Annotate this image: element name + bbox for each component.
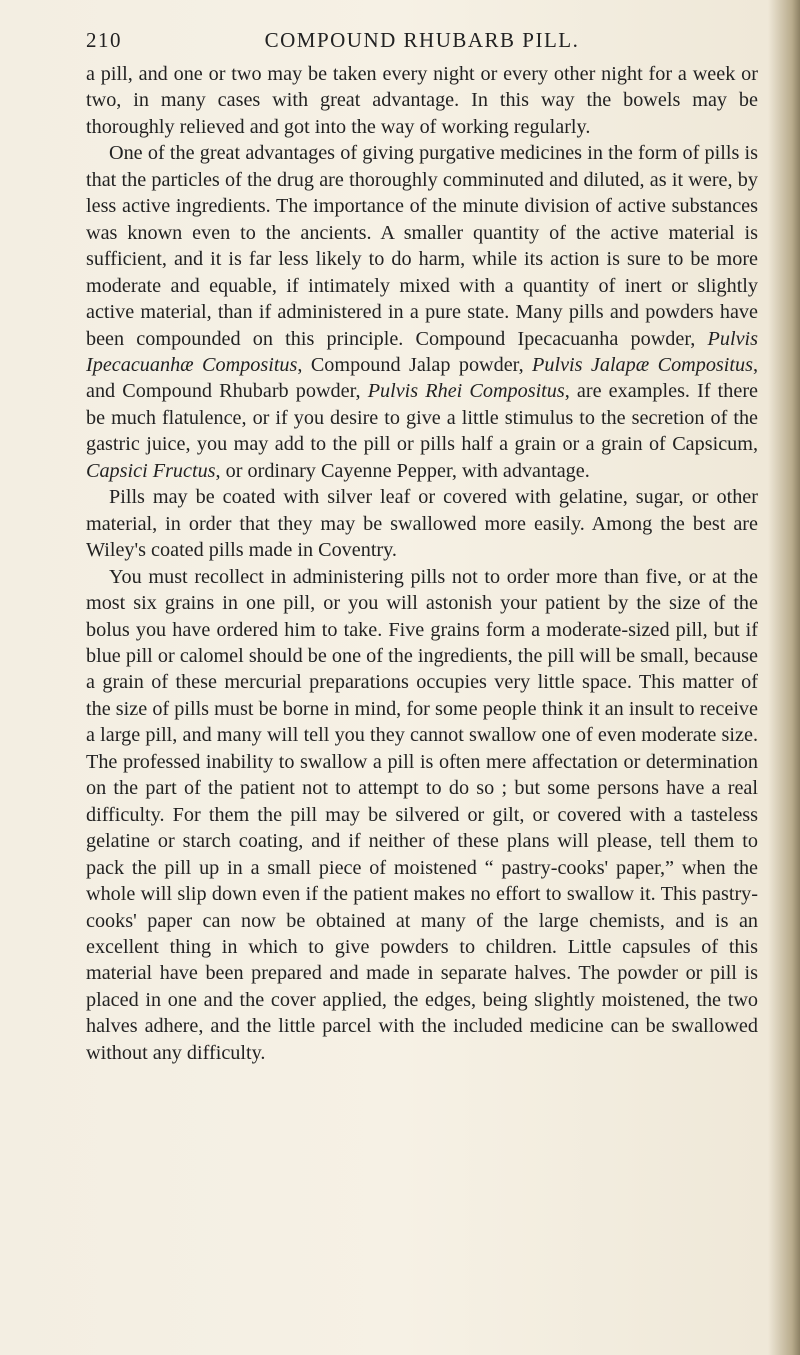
paragraph [86,484,758,563]
text-segment: One of the great advantages of giving purgative medicines in the form of pills is that the particles of the drug are thoroughly comminuted and diluted, as it were, by less active ingredients. The importance of the minute division of active substances was known even to the ancients. A smaller quantity of the active material is sufficient, and it is far less likely to do harm, while its action is sure to be more moderate and equable, if intimately mixed with a quantity of inert or slightly active material, than if administered in a pure state. Many pills and powders have been compounded on this principle. Compound Ipecacuanha powder, [86,142,758,350]
text-segment: , are examples. If there be much flatulence, or if you desire to give a little stimulus to the secretion of the gastric juice, you may add to the pill or pills half a grain or a grain of Capsicum, [86,380,759,456]
page-header [86,28,758,62]
text-segment: , or ordinary Cayenne Pepper, with advantage. [215,459,590,482]
paragraph [86,61,758,140]
running-title: COMPOUND RHUBARB PILL. [264,28,580,52]
page-number: 210 [86,28,122,52]
text-segment: , and Compound Rhubarb powder, [86,353,758,403]
text-segment: You must recollect in administering pills not to order more than five, or at the most six grains in one pill, or you will astonish your patient by the size of the bolus you have ordered him to take. Five grains form a moderate-sized pill, but if blue pill or calomel should be one of the ingredients, the pill will be small, because a grain of these mercurial preparations occupies very little space. This matter of the size of pills must be borne in mind, for some people think it an insult to receive a large pill, and many will tell you they cannot swallow one of even moderate size. The professed inability to swallow a pill is often mere affectation or determination on the part of the patient not to attempt to do so ; but some persons have a real difficulty. For them the pill may be silvered or gilt, or covered with a tasteless gelatine or starch coating, and if neither of these plans will please, tell them to pack the pill up in a small piece of moistened “ pastry-cooks' paper,” when the whole will slip down even if the patient makes no effort to swallow it. This pastry-cooks' paper can now be obtained at many of the large chemists, and is an excellent thing in which to give powders to children. Little capsules of this material have been prepared and made in separate halves. The powder or pill is placed in one and the cover applied, the edges, being slightly moistened, the two halves adhere, and the little parcel with the included medicine can be swallowed without any difficulty. [86,565,758,1064]
text-segment: Pills may be coated with silver leaf or covered with gelatine, sugar, or other material, in order that they may be swallowed more easily. Among the best are Wiley's coated pills made in Coventry. [86,486,758,562]
italic-term: Pulvis Ipecacuanhæ Compositus [86,327,758,376]
italic-term: Pulvis Jalapæ Compositus [532,353,753,376]
italic-term: Pulvis Rhei Compositus [367,380,565,403]
text-segment: , Compound Jalap powder, [297,353,533,376]
paragraph [86,564,758,1067]
text-segment: a pill, and one or two may be taken every night or every other night for a week or two, in many cases with great advantage. In this way the bowels may be thoroughly relieved and got into the way of working regularly. [86,63,758,138]
italic-term: Capsici Fructus [86,459,216,482]
body-text [86,61,758,1066]
paragraph [86,140,758,484]
